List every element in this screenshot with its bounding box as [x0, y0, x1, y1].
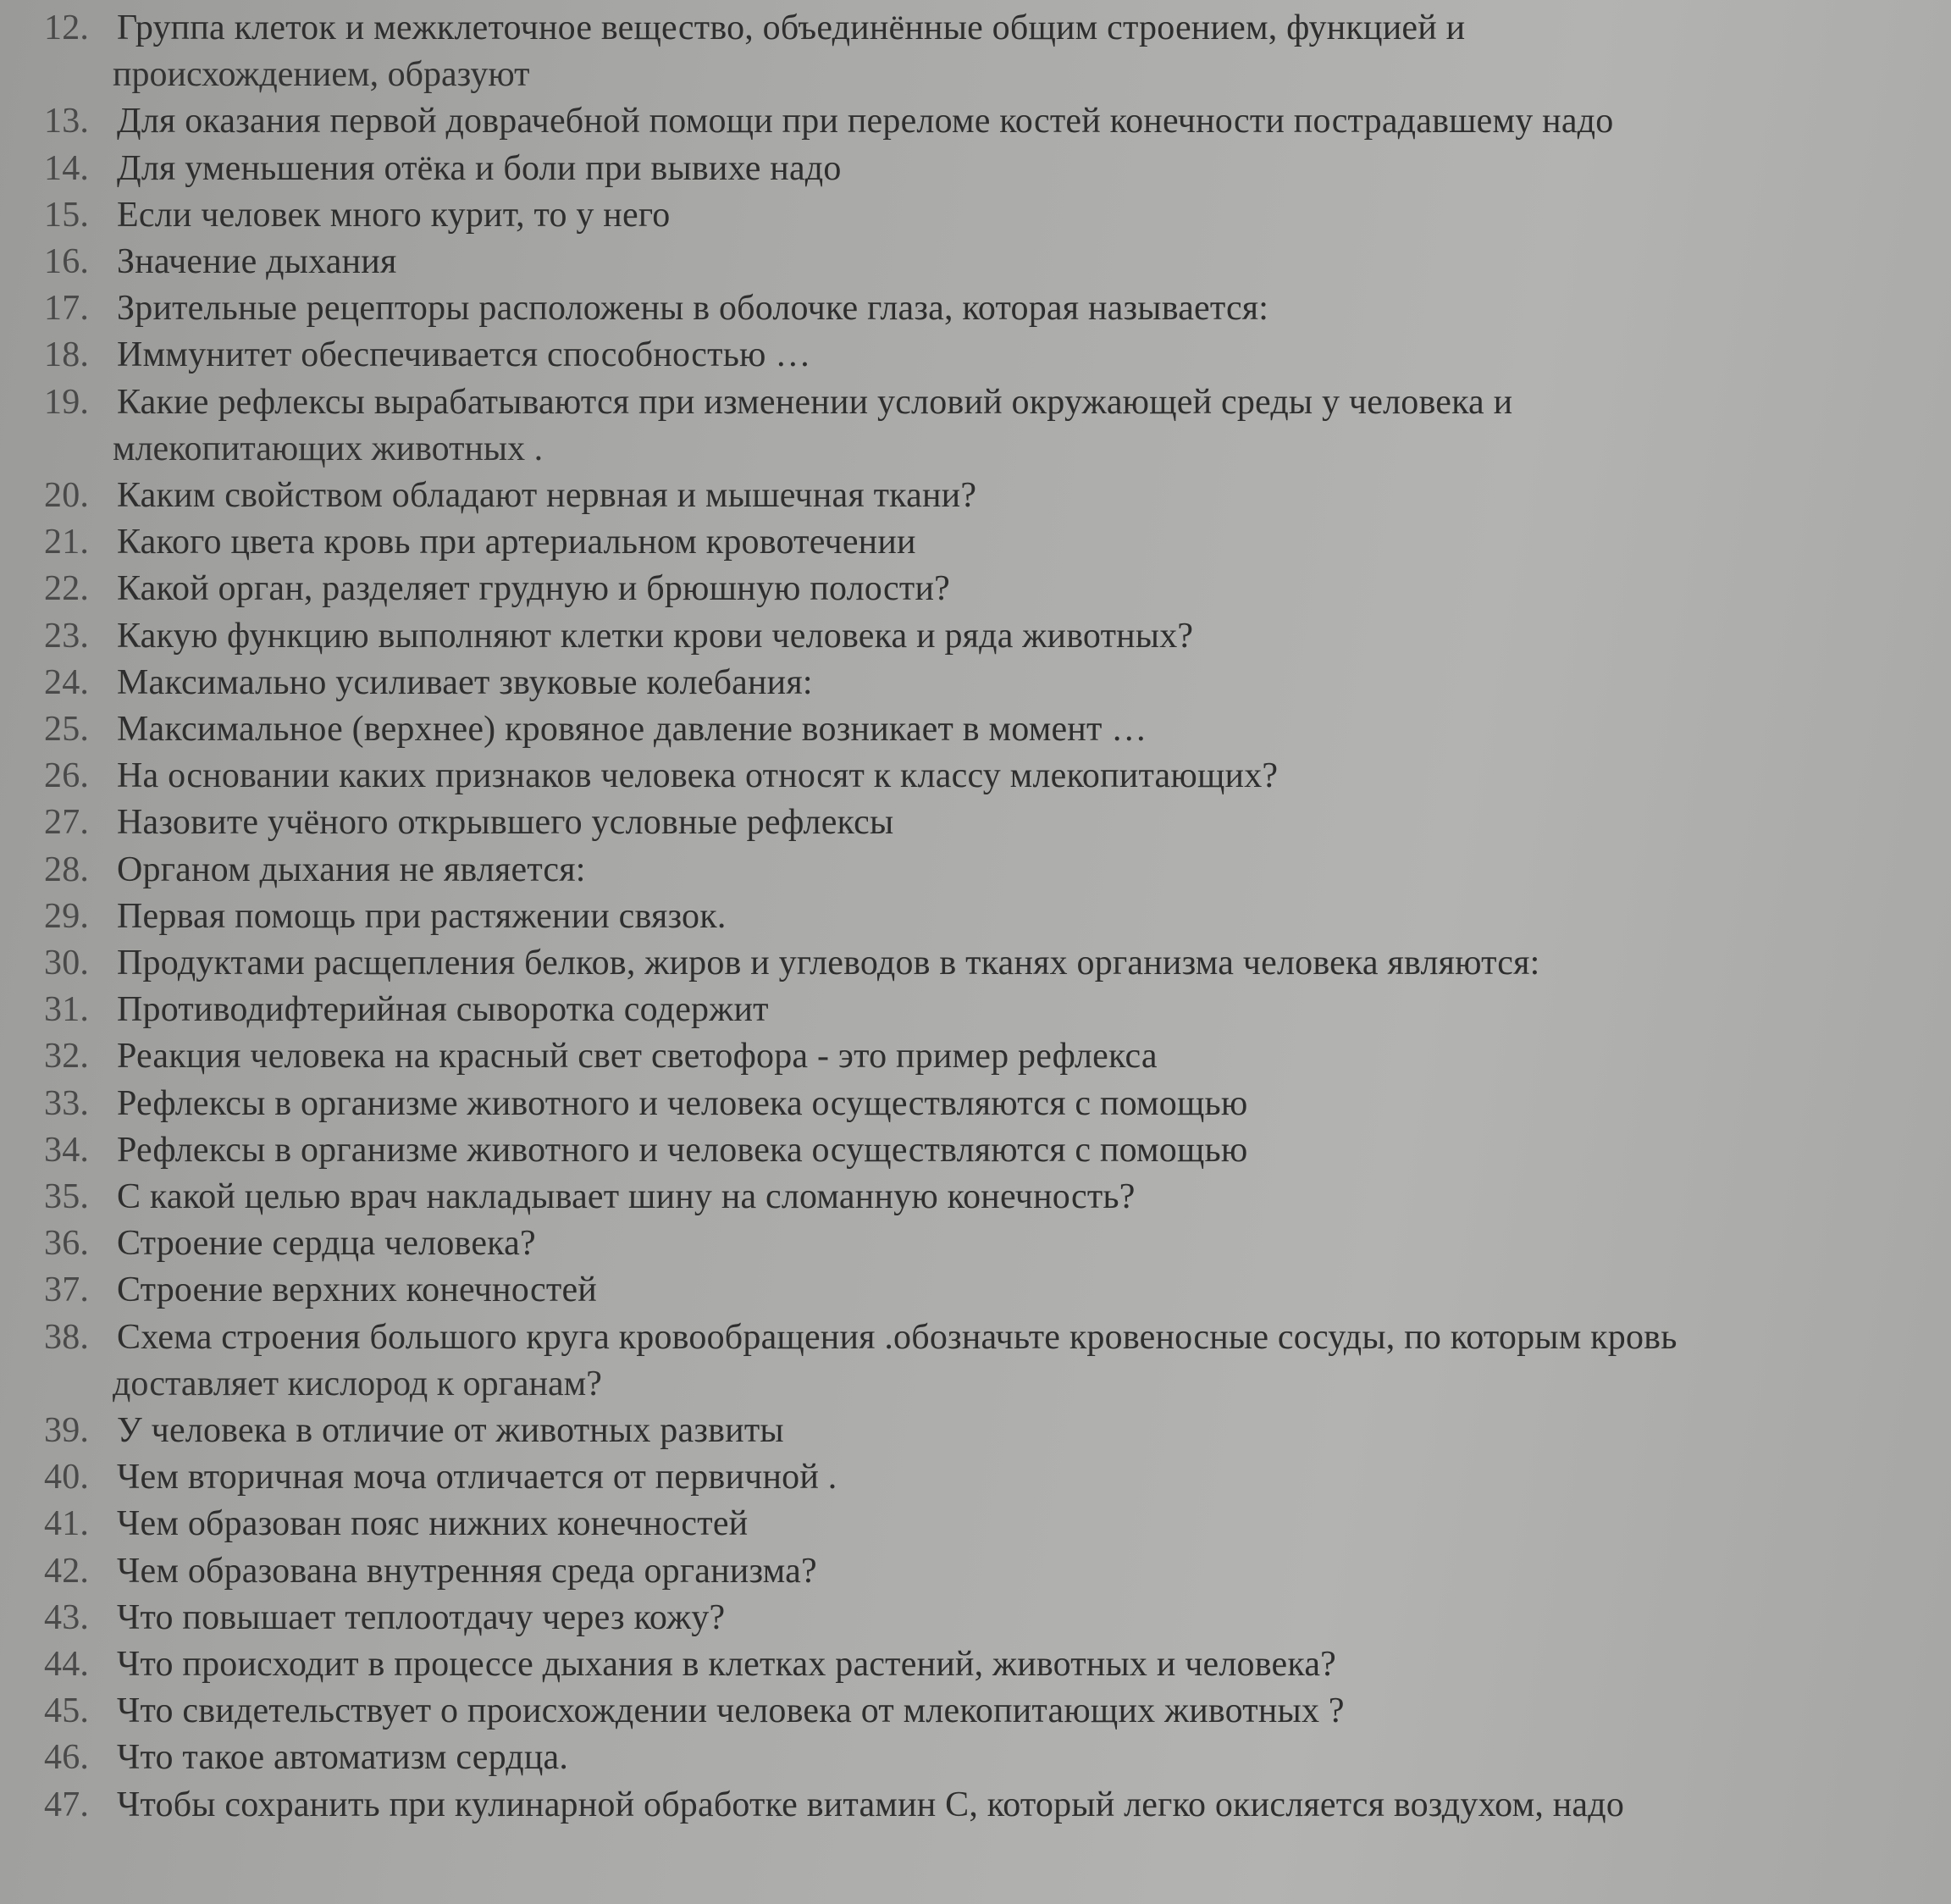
question-text: Первая помощь при растяжении связок. — [117, 896, 727, 936]
question-text: Для оказания первой доврачебной помощи при переломе костей конечности пострадавшему надо — [117, 102, 1614, 141]
question-number: 12. — [44, 8, 90, 47]
question-number: 36. — [44, 1224, 90, 1264]
question-text: Схема строения большого круга кровообращения .обозначьте кровеносные сосуды, по которым кровь — [117, 1317, 1677, 1357]
question-text-continuation: млекопитающих животных . — [113, 429, 544, 468]
question-number: 13. — [44, 102, 90, 141]
question-text: Какого цвета кровь при артериальном кровотечении — [117, 523, 916, 562]
question-number: 42. — [44, 1551, 90, 1591]
question-number: 23. — [44, 616, 90, 656]
question-number: 31. — [44, 990, 90, 1030]
question-text: Максимальное (верхнее) кровяное давление возникает в момент … — [117, 710, 1147, 749]
question-text: Что такое автоматизм сердца. — [117, 1738, 569, 1778]
question-text: Максимально усиливает звуковые колебания: — [117, 662, 813, 702]
question-number: 47. — [44, 1785, 90, 1824]
question-text: Чем образована внутренняя среда организма? — [117, 1551, 817, 1591]
question-number: 28. — [44, 850, 90, 889]
question-text: Рефлексы в организме животного и человека осуществляются с помощью — [117, 1083, 1248, 1123]
question-number: 45. — [44, 1691, 90, 1731]
question-number: 43. — [44, 1597, 90, 1637]
question-text-continuation: доставляет кислород к органам? — [113, 1364, 602, 1403]
question-text: Что происходит в процессе дыхания в клетках растений, животных и человека? — [117, 1645, 1337, 1684]
question-number: 20. — [44, 476, 90, 515]
question-text: Для уменьшения отёка и боли при вывихе надо — [117, 148, 842, 188]
question-number: 34. — [44, 1130, 90, 1170]
question-text: Группа клеток и межклеточное вещество, объединённые общим строением, функцией и — [117, 8, 1466, 47]
question-number: 14. — [44, 148, 90, 188]
question-text: Иммунитет обеспечивается способностью … — [117, 335, 811, 375]
question-number: 35. — [44, 1177, 90, 1216]
question-text: Чем образован пояс нижних конечностей — [117, 1504, 749, 1544]
question-number: 15. — [44, 195, 90, 235]
question-text: Каким свойством обладают нервная и мышечная ткани? — [117, 476, 977, 515]
question-text: Назовите учёного открывшего условные рефлексы — [117, 803, 894, 843]
question-number: 41. — [44, 1504, 90, 1544]
question-number: 38. — [44, 1317, 90, 1357]
question-number: 44. — [44, 1645, 90, 1684]
question-text: Продуктами расщепления белков, жиров и углеводов в тканях организма человека являются: — [117, 944, 1540, 982]
question-number: 33. — [44, 1083, 90, 1123]
question-text: Противодифтерийная сыворотка содержит — [117, 990, 769, 1030]
question-text: Чем вторичная моча отличается от первичной . — [117, 1458, 837, 1497]
question-text: Строение сердца человека? — [117, 1224, 536, 1264]
question-number: 19. — [44, 382, 90, 422]
question-text: Что повышает теплоотдачу через кожу? — [117, 1597, 726, 1637]
question-number: 30. — [44, 944, 90, 982]
question-number: 39. — [44, 1411, 90, 1450]
question-text: Что свидетельствует о происхождении человека от млекопитающих животных ? — [117, 1691, 1345, 1731]
question-number: 26. — [44, 756, 90, 796]
question-number: 16. — [44, 242, 90, 281]
question-text-continuation: происхождением, образуют — [113, 55, 530, 95]
question-number: 29. — [44, 896, 90, 936]
question-text: Какой орган, разделяет грудную и брюшную полости? — [117, 569, 950, 609]
question-number: 40. — [44, 1458, 90, 1497]
question-text: У человека в отличие от животных развиты — [117, 1411, 784, 1450]
question-text: Рефлексы в организме животного и человека осуществляются с помощью — [117, 1130, 1248, 1170]
question-number: 24. — [44, 662, 90, 702]
question-text: Какую функцию выполняют клетки крови человека и ряда животных? — [117, 616, 1194, 656]
question-text: С какой целью врач накладывает шину на сломанную конечность? — [117, 1177, 1136, 1216]
question-text: Если человек много курит, то у него — [117, 195, 671, 235]
question-text: Строение верхних конечностей — [117, 1270, 597, 1310]
question-text: Чтобы сохранить при кулинарной обработке витамин С, который легко окисляется воздухом, надо — [117, 1785, 1625, 1824]
question-number: 32. — [44, 1037, 90, 1077]
question-text: Какие рефлексы вырабатываются при изменении условий окружающей среды у человека и — [117, 382, 1513, 422]
question-number: 21. — [44, 523, 90, 562]
question-number: 17. — [44, 289, 90, 329]
question-number: 27. — [44, 803, 90, 843]
question-text: Реакция человека на красный свет светофора - это пример рефлекса — [117, 1037, 1158, 1077]
question-text: Органом дыхания не является: — [117, 850, 586, 889]
question-number: 46. — [44, 1738, 90, 1778]
question-text: Зрительные рецепторы расположены в оболочке глаза, которая называется: — [117, 289, 1269, 329]
question-number: 37. — [44, 1270, 90, 1310]
question-number: 22. — [44, 569, 90, 609]
question-number: 25. — [44, 710, 90, 749]
question-text: Значение дыхания — [117, 242, 397, 281]
question-number: 18. — [44, 335, 90, 375]
question-text: На основании каких признаков человека относят к классу млекопитающих? — [117, 756, 1279, 796]
